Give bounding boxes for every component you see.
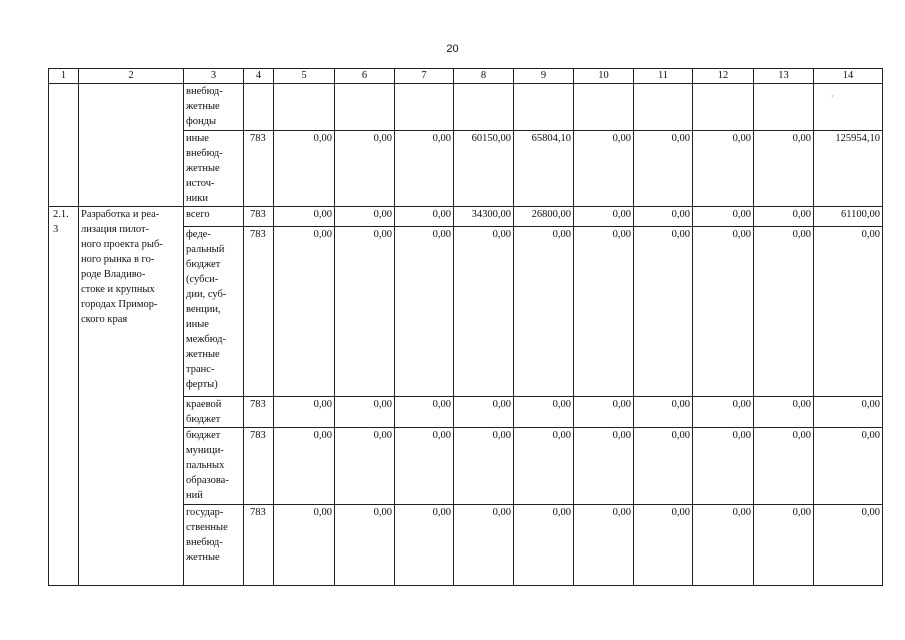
value-cell-col-5: 0,00: [274, 505, 335, 586]
column-number-7: 7: [395, 69, 454, 84]
value-cell-col-10: 0,00: [574, 227, 634, 397]
column-number-5: 5: [274, 69, 335, 84]
value-cell-col-7: 0,00: [395, 227, 454, 397]
budget-code: 783: [244, 428, 274, 505]
value-cell-col-14: 0,00: [814, 428, 883, 505]
value-cell-col-10: [574, 84, 634, 131]
scan-speck: ·: [831, 92, 834, 101]
value-cell-col-12: 0,00: [693, 397, 754, 428]
value-cell-col-6: 0,00: [335, 397, 395, 428]
column-number-4: 4: [244, 69, 274, 84]
column-number-13: 13: [754, 69, 814, 84]
value-cell-col-6: 0,00: [335, 227, 395, 397]
value-cell-col-5: 0,00: [274, 207, 335, 227]
value-cell-col-13: 0,00: [754, 207, 814, 227]
value-cell-col-6: 0,00: [335, 505, 395, 586]
column-number-row: [49, 69, 883, 84]
value-cell-col-6: 0,00: [335, 131, 395, 207]
value-cell-col-8: 0,00: [454, 428, 514, 505]
value-cell-col-11: 0,00: [634, 397, 693, 428]
value-cell-col-9: 0,00: [514, 227, 574, 397]
column-number-10: 10: [574, 69, 634, 84]
column-number-12: 12: [693, 69, 754, 84]
table-body: [49, 69, 883, 586]
row-number: 2.1. 3: [49, 207, 79, 586]
value-cell-col-5: 0,00: [274, 428, 335, 505]
measure-name-cell: [79, 84, 184, 207]
funding-source-label: иные внебюд- жетные источ- ники: [184, 131, 244, 207]
value-cell-col-10: 0,00: [574, 207, 634, 227]
value-cell-col-12: 0,00: [693, 207, 754, 227]
value-cell-col-11: 0,00: [634, 207, 693, 227]
value-cell-col-10: 0,00: [574, 428, 634, 505]
column-number-8: 8: [454, 69, 514, 84]
funding-source-label: феде- ральный бюджет (субси- дии, суб- венции, иные межбюд- жетные транс- ферты): [184, 227, 244, 397]
value-cell-col-11: 0,00: [634, 131, 693, 207]
budget-code: 783: [244, 397, 274, 428]
value-cell-col-7: 0,00: [395, 131, 454, 207]
value-cell-col-12: 0,00: [693, 131, 754, 207]
funding-source-label: государ- ственные внебюд- жетные: [184, 505, 244, 586]
value-cell-col-5: 0,00: [274, 227, 335, 397]
value-cell-col-13: 0,00: [754, 227, 814, 397]
value-cell-col-11: 0,00: [634, 505, 693, 586]
value-cell-col-7: 0,00: [395, 505, 454, 586]
value-cell-col-9: 0,00: [514, 505, 574, 586]
column-number-6: 6: [335, 69, 395, 84]
budget-table: [48, 68, 883, 586]
value-cell-col-12: [693, 84, 754, 131]
value-cell-col-13: [754, 84, 814, 131]
value-cell-col-12: 0,00: [693, 505, 754, 586]
row-number-cell: [49, 84, 79, 207]
column-number-11: 11: [634, 69, 693, 84]
value-cell-col-14: [814, 84, 883, 131]
budget-code: [244, 84, 274, 131]
funding-source-label: бюджет муници- пальных образова- ний: [184, 428, 244, 505]
table-row: [49, 84, 883, 131]
value-cell-col-7: [395, 84, 454, 131]
value-cell-col-8: 34300,00: [454, 207, 514, 227]
value-cell-col-14: 0,00: [814, 397, 883, 428]
value-cell-col-7: 0,00: [395, 207, 454, 227]
value-cell-col-6: 0,00: [335, 428, 395, 505]
funding-source-label: внебюд- жетные фонды: [184, 84, 244, 131]
budget-code: 783: [244, 131, 274, 207]
value-cell-col-10: 0,00: [574, 397, 634, 428]
value-cell-col-13: 0,00: [754, 505, 814, 586]
measure-title: Разработка и реа- лизация пилот- ного проекта рыб- ного рынка в го- роде Владиво- стоке и крупных городах Примор- ского края: [79, 207, 184, 586]
value-cell-col-11: [634, 84, 693, 131]
budget-code: 783: [244, 207, 274, 227]
value-cell-col-13: 0,00: [754, 397, 814, 428]
column-number-9: 9: [514, 69, 574, 84]
value-cell-col-12: 0,00: [693, 428, 754, 505]
value-cell-col-8: [454, 84, 514, 131]
value-cell-col-9: 65804,10: [514, 131, 574, 207]
value-cell-col-10: 0,00: [574, 505, 634, 586]
value-cell-col-5: 0,00: [274, 397, 335, 428]
value-cell-col-7: 0,00: [395, 397, 454, 428]
value-cell-col-8: 0,00: [454, 505, 514, 586]
value-cell-col-14: 61100,00: [814, 207, 883, 227]
value-cell-col-11: 0,00: [634, 428, 693, 505]
funding-source-label: краевой бюджет: [184, 397, 244, 428]
value-cell-col-14: 0,00: [814, 227, 883, 397]
value-cell-col-8: 0,00: [454, 397, 514, 428]
value-cell-col-13: 0,00: [754, 131, 814, 207]
column-number-3: 3: [184, 69, 244, 84]
value-cell-col-14: 0,00: [814, 505, 883, 586]
budget-code: 783: [244, 505, 274, 586]
value-cell-col-9: 0,00: [514, 397, 574, 428]
value-cell-col-13: 0,00: [754, 428, 814, 505]
value-cell-col-5: [274, 84, 335, 131]
table-row: [49, 207, 883, 227]
value-cell-col-6: [335, 84, 395, 131]
page-number: 20: [446, 43, 459, 55]
column-number-14: 14: [814, 69, 883, 84]
value-cell-col-9: 0,00: [514, 428, 574, 505]
column-number-1: 1: [49, 69, 79, 84]
column-number-2: 2: [79, 69, 184, 84]
value-cell-col-11: 0,00: [634, 227, 693, 397]
value-cell-col-7: 0,00: [395, 428, 454, 505]
value-cell-col-10: 0,00: [574, 131, 634, 207]
value-cell-col-9: 26800,00: [514, 207, 574, 227]
funding-source-label: всего: [184, 207, 244, 227]
value-cell-col-8: 0,00: [454, 227, 514, 397]
value-cell-col-14: 125954,10: [814, 131, 883, 207]
value-cell-col-6: 0,00: [335, 207, 395, 227]
budget-code: 783: [244, 227, 274, 397]
value-cell-col-9: [514, 84, 574, 131]
value-cell-col-5: 0,00: [274, 131, 335, 207]
value-cell-col-8: 60150,00: [454, 131, 514, 207]
value-cell-col-12: 0,00: [693, 227, 754, 397]
